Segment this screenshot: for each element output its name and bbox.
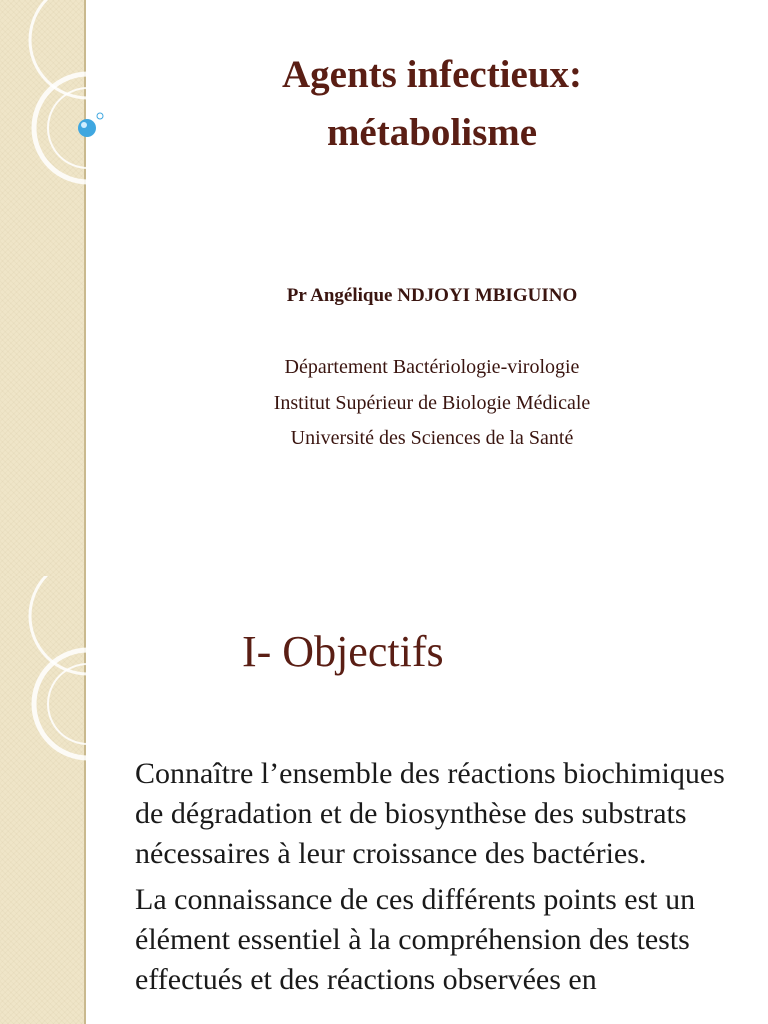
title-line-2: métabolisme: [326, 111, 538, 154]
author-name: Pr Angélique NDJOYI MBIGUINO: [286, 285, 578, 306]
objective-paragraph-2: La connaissance de ces différents points est un élément essentiel à la compréhension des tests effectués et des réactions observées en: [135, 883, 696, 996]
affiliation-university: Université des Sciences de la Santé: [290, 427, 574, 449]
title-line-1: Agents infectieux:: [281, 53, 583, 96]
slide-title: [90, 46, 768, 162]
affiliation-institute: Institut Supérieur de Biologie Médicale: [273, 392, 591, 414]
objectives-slide: [0, 576, 768, 1024]
affiliation-department: Département Bactériologie-virologie: [284, 356, 580, 378]
section-heading: I- Objectifs: [242, 627, 444, 676]
objective-paragraph-1: Connaître l’ensemble des réactions biochimiques de dégradation et de biosynthèse des substrats nécessaires à leur croissance des bactéries.: [135, 757, 725, 870]
objectives-body: [135, 754, 760, 1006]
